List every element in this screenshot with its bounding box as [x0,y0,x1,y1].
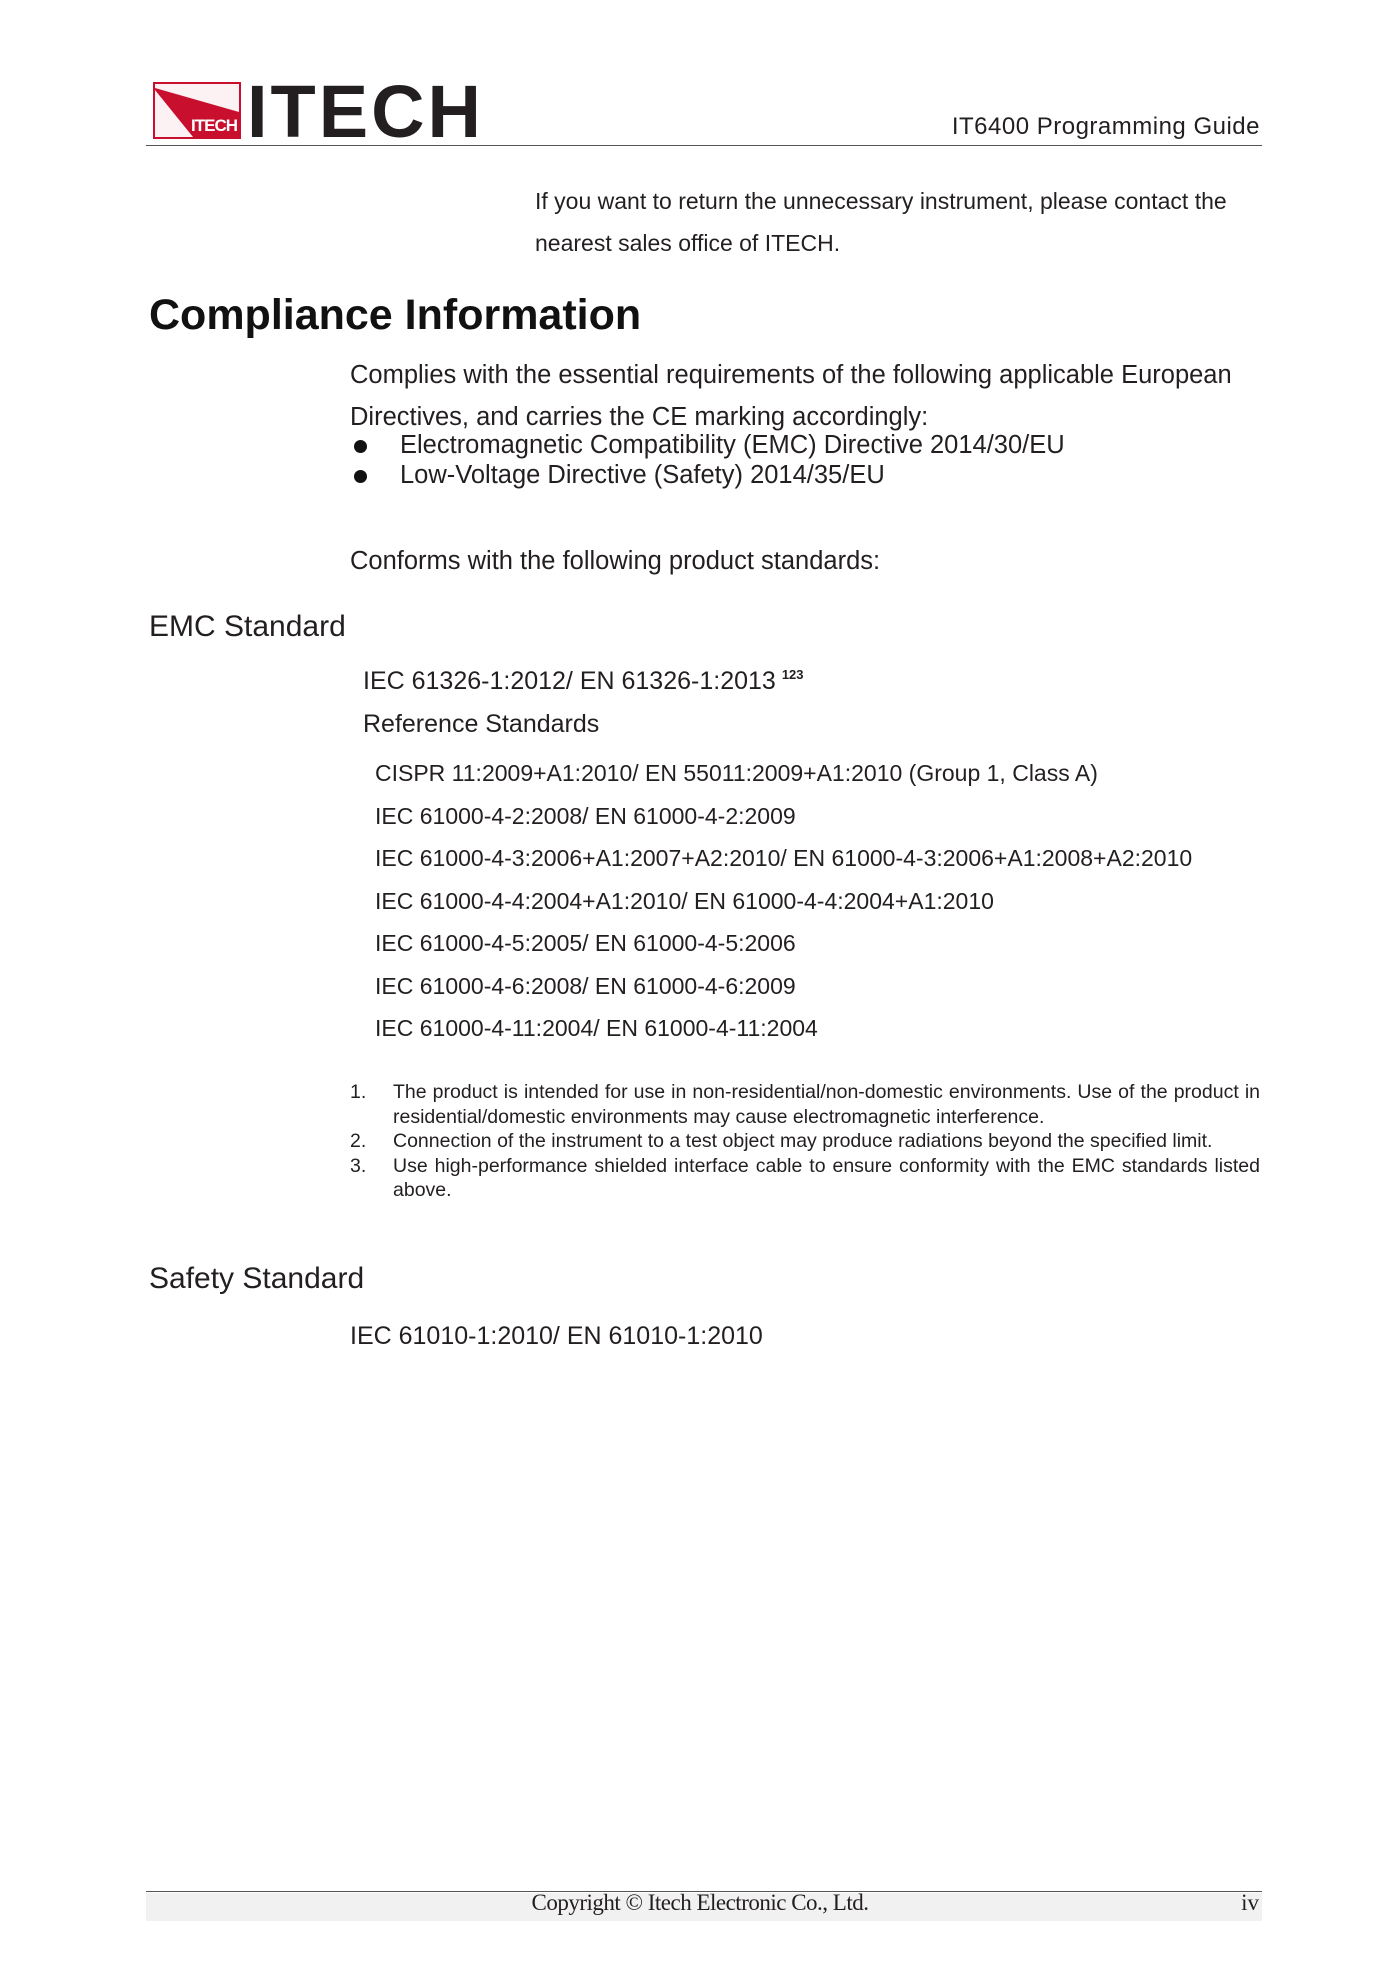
emc-notes [350,1080,1260,1203]
document-title: IT6400 Programming Guide [951,113,1260,140]
list-item: IEC 61000-4-5:2005/ EN 61000-4-5:2006 [375,930,796,956]
emc-main-standard: IEC 61326-1:2012/ EN 61326-1:2013 $^{123}$ [363,667,804,695]
list-item: IEC 61000-4-4:2004+A1:2010/ EN 61000-4-4:2004+A1:2010 [375,887,994,914]
footer-copyright: Copyright © Itech Electronic Co., Ltd. [531,1890,869,1915]
bullet-icon [354,470,367,483]
list-item: IEC 61000-4-6:2008/ EN 61000-4-6:2009 [375,972,796,999]
list-item: Electromagnetic Compatibility (EMC) Directive 2014/30/EU [350,430,1250,460]
list-item: IEC 61000-4-3:2006+A1:2007+A2:2010/ EN 61000-4-3:2006+A1:2008+A2:2010 [375,845,1193,871]
note-item: 2. Connection of the instrument to a test object may produce radiations beyond the specified limit. [350,1130,1213,1152]
emc-heading: EMC Standard [149,610,346,643]
footnote-refs: 123 [781,667,804,682]
standards-intro: Conforms with the following product standards: [350,547,881,575]
reference-heading: Reference Standards [363,710,600,738]
note-item: 1. The product is intended for use in non-residential/non-domestic environments. Use of the product in residential/domestic environments may cause electromagnetic interference. [350,1081,1260,1128]
reference-standards-list [375,752,1275,1050]
directives-list [350,430,1250,490]
page-number: iv [1241,1890,1259,1915]
page-title: Compliance Information [149,291,642,339]
directives-intro: Complies with the essential requirements of the following applicable European Directives, and carries the CE marking accordingly: [350,361,1232,431]
safety-standard: IEC 61010-1:2010/ EN 61010-1:2010 [350,1322,763,1350]
itech-logo [153,70,484,153]
intro-paragraph: If you want to return the unnecessary instrument, please contact the nearest sales office of ITECH. [535,188,1227,256]
list-item: IEC 61000-4-11:2004/ EN 61000-4-11:2004 [375,1015,818,1041]
list-item: IEC 61000-4-2:2008/ EN 61000-4-2:2009 [375,802,796,829]
list-item: CISPR 11:2009+A1:2010/ EN 55011:2009+A1:2010 (Group 1, Class A) [375,760,1098,786]
note-item: 3. Use high-performance shielded interface cable to ensure conformity with the EMC standards listed above. [350,1154,1260,1201]
logo-wordmark: ITECH [247,70,484,153]
list-item: Low-Voltage Directive (Safety) 2014/35/EU [350,460,1250,490]
safety-heading: Safety Standard [149,1262,365,1295]
bullet-icon [354,440,367,453]
logo-mark-text: ITECH [191,116,237,135]
header-divider [146,145,1262,146]
